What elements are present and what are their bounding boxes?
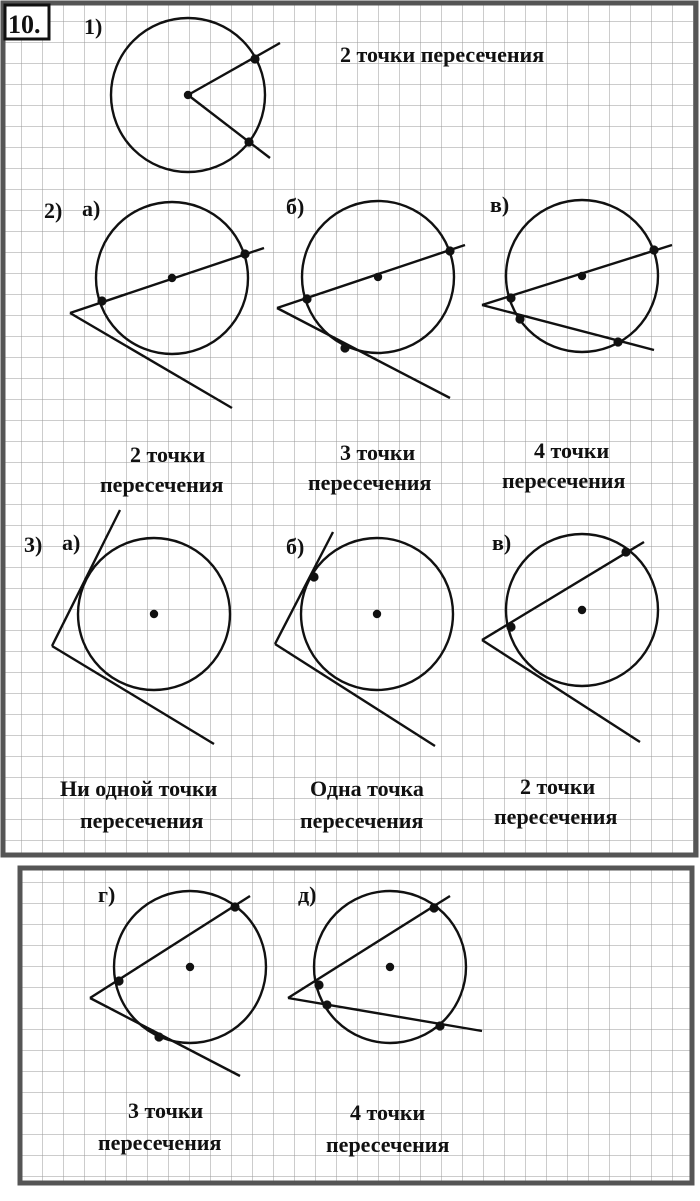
- extra-g-caption-line2: пересечения: [98, 1130, 222, 1155]
- intersection-point: [154, 1032, 163, 1041]
- circle-center: [168, 274, 176, 282]
- circle-center: [150, 610, 158, 618]
- extra-g-letter: г): [98, 882, 116, 907]
- intersection-point: [314, 980, 323, 989]
- part2-b-caption-line2: пересечения: [308, 470, 432, 495]
- intersection-point: [97, 296, 106, 305]
- part2-a-letter: а): [82, 196, 101, 221]
- intersection-point: [621, 547, 630, 556]
- intersection-point: [649, 245, 658, 254]
- task-number-box: [5, 5, 49, 39]
- part2-c-letter: в): [490, 192, 510, 217]
- intersection-point: [515, 314, 524, 323]
- part3-a-caption-line2: пересечения: [80, 808, 204, 833]
- intersection-point: [506, 622, 515, 631]
- circle-center: [578, 272, 586, 280]
- part2-a-caption-line1: 2 точки: [130, 442, 206, 467]
- intersection-point: [230, 902, 239, 911]
- circle-center: [186, 963, 194, 971]
- part3-a-points: [150, 610, 158, 618]
- upper-panel: [3, 3, 696, 855]
- upper-panel-border: [3, 3, 696, 855]
- intersection-point: [340, 343, 349, 352]
- part3-b-caption-line1: Одна точка: [310, 776, 424, 801]
- part3-b-letter: б): [286, 534, 305, 559]
- intersection-point: [302, 294, 311, 303]
- task-number: 10.: [8, 10, 41, 39]
- part2-b-letter: б): [286, 194, 305, 219]
- circle-center: [374, 273, 382, 281]
- part3-label: 3): [24, 532, 43, 557]
- circle-center: [578, 606, 586, 614]
- part1-caption: 2 точки пересечения: [340, 42, 545, 67]
- part2-c-caption-line1: 4 точки: [534, 438, 610, 463]
- part2-c-caption-line2: пересечения: [502, 468, 626, 493]
- part2-a-caption-line2: пересечения: [100, 472, 224, 497]
- part1-label: 1): [84, 14, 103, 39]
- part3-a-caption-line1: Ни одной точки: [60, 776, 218, 801]
- part3-c-letter: в): [492, 530, 512, 555]
- circle-center: [386, 963, 394, 971]
- extra-g-caption-line1: 3 точки: [128, 1098, 204, 1123]
- intersection-point: [506, 293, 515, 302]
- part2-b-caption-line1: 3 точки: [340, 440, 416, 465]
- part2-label: 2): [44, 198, 63, 223]
- intersection-point: [114, 976, 123, 985]
- intersection-point: [244, 137, 253, 146]
- part3-c-caption-line2: пересечения: [494, 804, 618, 829]
- intersection-point: [429, 903, 438, 912]
- part3-a-letter: а): [62, 530, 81, 555]
- intersection-point: [445, 246, 454, 255]
- part3-b-caption-line2: пересечения: [300, 808, 424, 833]
- intersection-point: [240, 249, 249, 258]
- intersection-point: [322, 1000, 331, 1009]
- circle-center: [373, 610, 381, 618]
- circle-center: [184, 91, 192, 99]
- intersection-point: [250, 54, 259, 63]
- extra-d-caption-line1: 4 точки: [350, 1100, 426, 1125]
- intersection-point: [613, 337, 622, 346]
- intersection-point: [435, 1021, 444, 1030]
- part3-c-caption-line1: 2 точки: [520, 774, 596, 799]
- intersection-point: [309, 572, 318, 581]
- extra-d-letter: д): [298, 882, 317, 907]
- extra-d-caption-line2: пересечения: [326, 1132, 450, 1157]
